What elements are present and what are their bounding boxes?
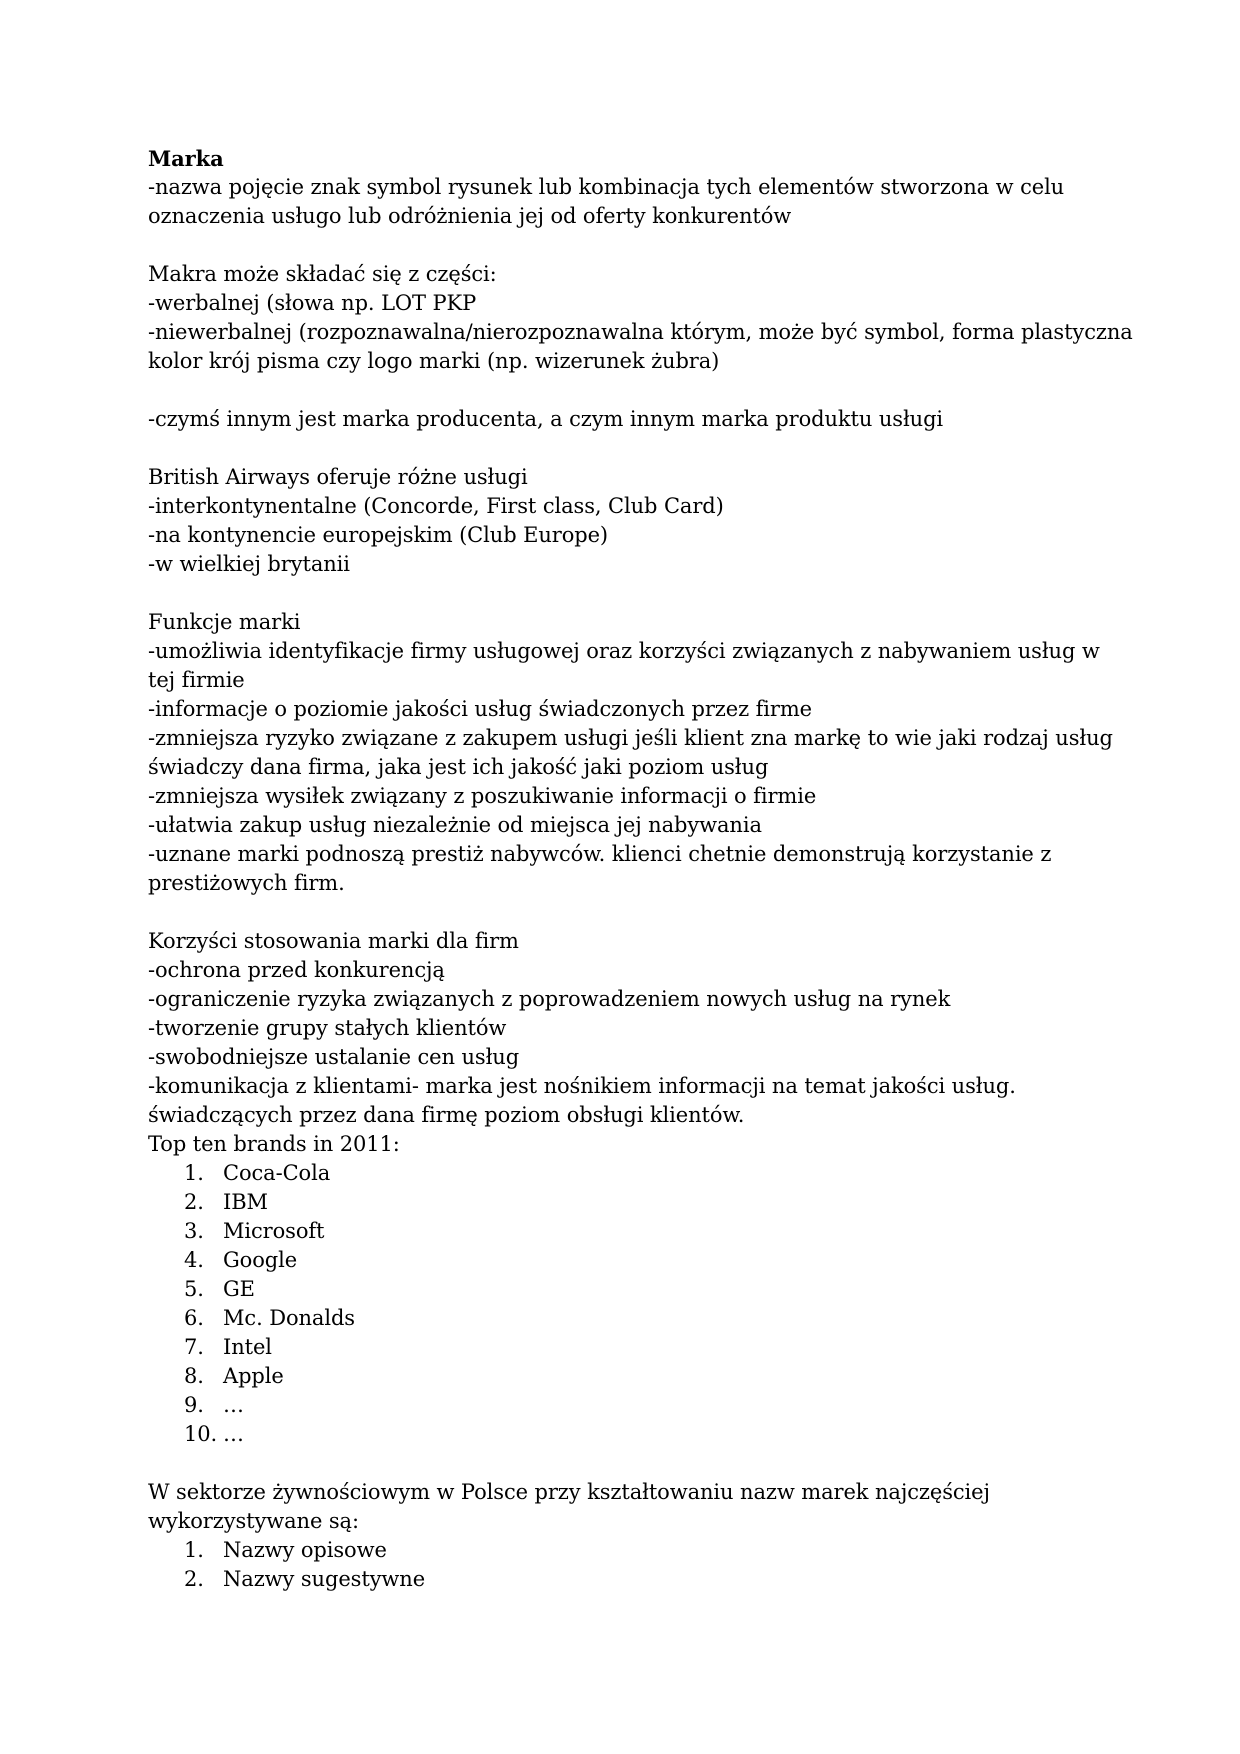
british-line-2: -na kontynencie europejskim (Club Europe) xyxy=(148,523,609,547)
document-title: Marka xyxy=(148,146,224,171)
british-line-1: -interkontynentalne (Concorde, First class, Club Card) xyxy=(148,494,724,518)
name-types-list xyxy=(148,1536,1108,1594)
functions-line-2: tej firmie xyxy=(148,668,245,692)
functions-line-8: -uznane marki podnoszą prestiż nabywców. klienci chetnie demonstrują korzystanie z xyxy=(148,842,1052,866)
british-heading: British Airways oferuje różne usługi xyxy=(148,465,528,489)
list-item-text: Nazwy sugestywne xyxy=(223,1567,426,1591)
list-item-number: 10. xyxy=(184,1422,218,1446)
list-item-number: 6. xyxy=(184,1306,204,1330)
benefits-line-5: -komunikacja z klientami- marka jest nośnikiem informacji na temat jakości usług. xyxy=(148,1074,1016,1098)
list-item-number: 9. xyxy=(184,1393,204,1417)
intro-line-2: oznaczenia usługo lub odróżnienia jej od oferty konkurentów xyxy=(148,204,792,228)
list-item-text: Mc. Donalds xyxy=(223,1306,355,1330)
paragraph-gap xyxy=(148,579,1108,608)
benefits-line-6: świadczących przez dana firmę poziom obsługi klientów. xyxy=(148,1103,745,1127)
list-item-number: 4. xyxy=(184,1248,204,1272)
list-item-text: Nazwy opisowe xyxy=(223,1538,387,1562)
list-item-number: 3. xyxy=(184,1219,204,1243)
paragraph-gap xyxy=(148,434,1108,463)
producer-line: -czymś innym jest marka producenta, a czym innym marka produktu usługi xyxy=(148,407,944,431)
benefits-line-2: -ograniczenie ryzyka związanych z poprowadzeniem nowych usług na rynek xyxy=(148,987,951,1011)
benefits-heading: Korzyści stosowania marki dla firm xyxy=(148,929,519,953)
list-item-text: IBM xyxy=(223,1190,268,1214)
british-line-3: -w wielkiej brytanii xyxy=(148,552,350,576)
list-item xyxy=(148,1536,1108,1565)
list-item-text: … xyxy=(223,1393,244,1417)
intro-line-1: -nazwa pojęcie znak symbol rysunek lub kombinacja tych elementów stworzona w celu xyxy=(148,175,1065,199)
paragraph-gap xyxy=(148,898,1108,927)
list-item xyxy=(148,1304,1108,1333)
list-item xyxy=(148,1420,1108,1449)
functions-line-5: świadczy dana firma, jaka jest ich jakość jaki poziom usług xyxy=(148,755,769,779)
top-brands-list xyxy=(148,1159,1108,1449)
list-item xyxy=(148,1362,1108,1391)
list-item xyxy=(148,1275,1108,1304)
paragraph-gap xyxy=(148,1449,1108,1478)
list-item xyxy=(148,1565,1108,1594)
list-item xyxy=(148,1391,1108,1420)
parts-heading: Makra może składać się z części: xyxy=(148,262,497,286)
paragraph-gap xyxy=(148,231,1108,260)
parts-line-nonverbal-cont: kolor krój pisma czy logo marki (np. wizerunek żubra) xyxy=(148,349,720,373)
list-item-text: … xyxy=(223,1422,244,1446)
list-item xyxy=(148,1188,1108,1217)
list-item-text: Apple xyxy=(223,1364,284,1388)
list-item-number: 1. xyxy=(184,1538,204,1562)
food-sector-line-2: wykorzystywane są: xyxy=(148,1509,359,1533)
list-item-number: 8. xyxy=(184,1364,204,1388)
list-item-number: 2. xyxy=(184,1567,204,1591)
parts-line-nonverbal: -niewerbalnej (rozpoznawalna/nierozpoznawalna którym, może być symbol, forma plastyczna xyxy=(148,320,1133,344)
functions-line-9: prestiżowych firm. xyxy=(148,871,345,895)
food-sector-line-1: W sektorze żywnościowym w Polsce przy kształtowaniu nazw marek najczęściej xyxy=(148,1480,990,1504)
benefits-line-1: -ochrona przed konkurencją xyxy=(148,958,445,982)
list-item-text: GE xyxy=(223,1277,255,1301)
list-item-number: 2. xyxy=(184,1190,204,1214)
list-item xyxy=(148,1159,1108,1188)
benefits-line-4: -swobodniejsze ustalanie cen usług xyxy=(148,1045,520,1069)
document-page xyxy=(148,144,1133,1594)
top-brands-heading: Top ten brands in 2011: xyxy=(148,1132,400,1156)
paragraph-gap xyxy=(148,376,1108,405)
list-item-text: Intel xyxy=(223,1335,272,1359)
functions-heading: Funkcje marki xyxy=(148,610,301,634)
list-item-text: Google xyxy=(223,1248,298,1272)
functions-line-3: -informacje o poziomie jakości usług świadczonych przez firme xyxy=(148,697,812,721)
functions-line-4: -zmniejsza ryzyko związane z zakupem usługi jeśli klient zna markę to wie jaki rodzaj usług xyxy=(148,726,1113,750)
functions-line-7: -ułatwia zakup usług niezależnie od miejsca jej nabywania xyxy=(148,813,762,837)
functions-line-1: -umożliwia identyfikacje firmy usługowej oraz korzyści związanych z nabywaniem usług w xyxy=(148,639,1100,663)
benefits-line-3: -tworzenie grupy stałych klientów xyxy=(148,1016,507,1040)
list-item-text: Coca-Cola xyxy=(223,1161,331,1185)
list-item xyxy=(148,1217,1108,1246)
functions-line-6: -zmniejsza wysiłek związany z poszukiwanie informacji o firmie xyxy=(148,784,817,808)
parts-line-verbal: -werbalnej (słowa np. LOT PKP xyxy=(148,291,477,315)
list-item-number: 7. xyxy=(184,1335,204,1359)
list-item-number: 1. xyxy=(184,1161,204,1185)
list-item xyxy=(148,1333,1108,1362)
list-item-number: 5. xyxy=(184,1277,204,1301)
list-item-text: Microsoft xyxy=(223,1219,325,1243)
list-item xyxy=(148,1246,1108,1275)
